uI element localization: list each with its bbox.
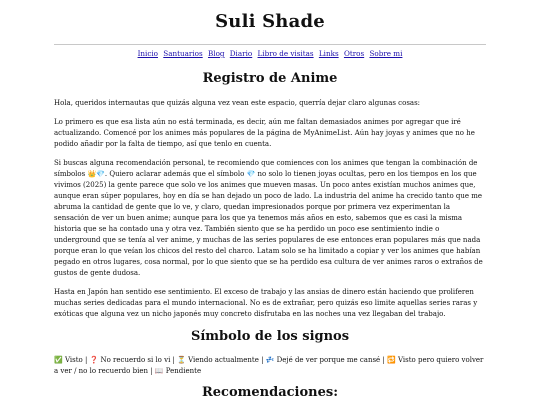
intro-paragraph: Hola, queridos internautas que quizás alguna vez vean este espacio, querría dejar claro algunas cosas: bbox=[54, 99, 421, 107]
check-icon: ✅ bbox=[54, 356, 63, 364]
nav-link-inicio[interactable]: Inicio bbox=[137, 49, 158, 58]
symbols-heading: Símbolo de los signos bbox=[190, 329, 350, 344]
list-status-paragraph: Lo primero es que esa lista aún no está terminada, es decir, aún me faltan demasiados animes por agregar que iré actualizando. Comencé por los animes más populares de la página de MyAnimeList. Aún hay joyas y animes que no he podido añadir por la falta de tiempo, así que tenlo en cuenta. bbox=[54, 118, 475, 148]
legend-visto: Visto | bbox=[62, 356, 90, 364]
question-icon: ❓ bbox=[89, 356, 99, 364]
legend-revisto: Visto pero quiero volver a ver / no lo recuerdo bien | bbox=[54, 356, 484, 375]
legend-pendiente: Pendiente bbox=[163, 367, 202, 375]
site-title: Suli Shade bbox=[215, 11, 325, 32]
page-container bbox=[54, 0, 486, 401]
header-divider bbox=[54, 44, 486, 45]
nav-link-blog[interactable]: Blog bbox=[207, 49, 225, 58]
recommendation-paragraph bbox=[54, 158, 486, 279]
legend-viendo: Viendo actualmente | bbox=[185, 356, 266, 364]
symbol-legend bbox=[54, 355, 486, 377]
crown-diamond-icon: 👑💎 bbox=[87, 170, 105, 178]
page-heading: Registro de Anime bbox=[202, 71, 338, 86]
nav-link-sobre-mi[interactable]: Sobre mi bbox=[369, 49, 403, 58]
legend-no-recuerdo: No recuerdo si lo vi | bbox=[98, 356, 178, 364]
japan-paragraph: Hasta en Japón han sentido ese sentimiento. El exceso de trabajo y las ansias de dinero están haciendo que proliferen muchas series dedicadas para el mundo internacional. No es de extrañar, pero quizás eso limite aquellas series raras y exóticas que alguna vez un nicho japonés muy concreto disfrutaba en las noches una vez llegaban del trabajo. bbox=[54, 288, 478, 318]
nav-link-otros[interactable]: Otros bbox=[343, 49, 365, 58]
recommendation-text-1: Si buscas alguna recomendación personal, te recomiendo que comiences con los animes que tengan la combinación de símbolos bbox=[54, 159, 478, 178]
repeat-icon: 🔁 bbox=[387, 356, 396, 364]
nav-link-libro-de-visitas[interactable]: Libro de visitas bbox=[257, 49, 314, 58]
diamond-icon: 💎 bbox=[246, 170, 256, 178]
main-nav bbox=[54, 49, 486, 59]
nav-link-links[interactable]: Links bbox=[318, 49, 339, 58]
recommendations-heading: Recomendaciones: bbox=[201, 385, 339, 400]
nav-link-diario[interactable]: Diario bbox=[229, 49, 253, 58]
nav-link-santuarios[interactable]: Santuarios bbox=[163, 49, 203, 58]
legend-deje: Dejé de ver porque me cansé | bbox=[274, 356, 388, 364]
recommendation-text-2: . Quiero aclarar además que el símbolo bbox=[104, 170, 247, 178]
book-icon: 📖 bbox=[154, 367, 164, 375]
hourglass-icon: ⏳ bbox=[177, 356, 186, 364]
sleep-icon: 💤 bbox=[265, 356, 275, 364]
recommendation-text-3: no solo lo tienen joyas ocultas, pero en los tiempos en los que vivimos (2025) la gente parece que solo ve los animes que mueven masas. Un poco antes existían muchos animes que, aunque eran súper populares, hoy en día se han dejado un poco de lado. La industria del anime ha crecido tanto que me abruma la cantidad de gente que lo ve, y claro, quedan impresionados porque por primera vez experimentan la sensación de ver un buen anime; aunque para los que ya tenemos más años en esto, sabemos que es casi la misma historia que se ha contado una y otra vez. También siento que se ha perdido un poco ese sentimiento indie o underground que se tenía al ver anime, y muchas de las series populares de ese entonces eran populares más que nada porque eran lo que veían los chicos del resto del charco. Latam solo se ha limitado a copiar y ver los animes que habían pegado en otros lugares, cosa normal, por lo que siento que se ha perdido esa cultura de ver animes raros o extraños de gustos de gente dudosa. bbox=[54, 170, 483, 277]
